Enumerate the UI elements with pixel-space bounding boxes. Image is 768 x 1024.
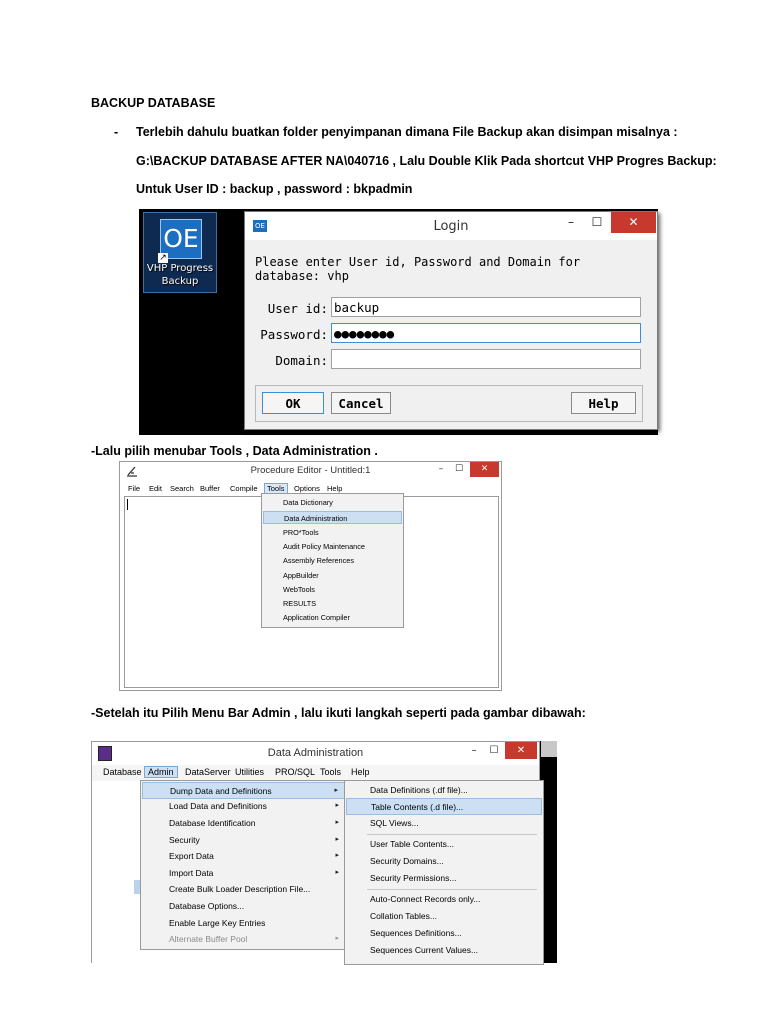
menu-item-label: Alternate Buffer Pool — [169, 934, 248, 944]
menu-item-label: Dump Data and Definitions — [170, 786, 272, 796]
vhp-progress-backup-shortcut[interactable] — [143, 212, 217, 293]
close-button[interactable]: ✕ — [505, 742, 537, 759]
login-dialog — [244, 211, 658, 430]
menu-edit[interactable]: Edit — [149, 484, 162, 493]
submenu-item-user-table-contents[interactable]: User Table Contents... — [370, 839, 454, 849]
menu-item-export-data[interactable] — [142, 848, 345, 865]
login-titlebar — [245, 212, 657, 240]
menu-item-import-data[interactable] — [142, 865, 345, 882]
procedure-editor-title: Procedure Editor - Untitled:1 — [250, 465, 371, 476]
maximize-button[interactable]: ☐ — [591, 215, 603, 229]
login-title: Login — [433, 219, 469, 234]
menu-item-appbuilder[interactable]: AppBuilder — [283, 571, 319, 580]
menu-help[interactable]: Help — [327, 484, 343, 493]
menu-options[interactable]: Options — [294, 484, 320, 493]
menu-pro-sql[interactable]: PRO/SQL — [275, 767, 316, 777]
data-administration-titlebar — [92, 742, 539, 764]
shortcut-label — [144, 262, 216, 288]
menu-admin[interactable]: Admin — [144, 766, 178, 778]
instruction-path: G:\BACKUP DATABASE AFTER NA\040716 , Lalu Double Klik Pada shortcut VHP Progres Backup: — [136, 154, 717, 168]
menu-item-bulk-loader[interactable]: Create Bulk Loader Description File... — [169, 884, 311, 894]
submenu-item-data-definitions[interactable]: Data Definitions (.df file)... — [370, 785, 468, 795]
shortcut-arrow-icon: ↗ — [159, 253, 167, 263]
dump-submenu — [344, 780, 544, 965]
menu-item-data-administration[interactable]: Data Administration — [263, 511, 402, 524]
bullet-marker: - — [114, 125, 119, 139]
instruction-folder: Terlebih dahulu buatkan folder penyimpanan dimana File Backup akan disimpan misalnya : — [136, 125, 678, 139]
submenu-item-table-contents[interactable]: Table Contents (.d file)... — [346, 798, 542, 815]
menu-item-application-compiler[interactable]: Application Compiler — [283, 613, 350, 622]
submenu-arrow-icon: ▸ — [335, 935, 339, 942]
submenu-arrow-icon: ▸ — [335, 836, 339, 843]
login-prompt-line1: Please enter User id, Password and Domain for — [255, 255, 581, 269]
menu-search[interactable]: Search — [170, 484, 194, 493]
cancel-button[interactable]: Cancel — [331, 392, 391, 414]
menu-item-load-data[interactable] — [142, 798, 345, 815]
menu-utilities[interactable]: Utilities — [235, 767, 265, 777]
menu-item-data-dictionary[interactable]: Data Dictionary — [283, 498, 333, 507]
openedge-app-icon: OE — [253, 220, 267, 232]
menu-buffer[interactable]: Buffer — [200, 484, 220, 493]
menu-separator — [367, 834, 537, 835]
userid-label: User id: — [267, 301, 328, 316]
submenu-item-sequences-current-values[interactable]: Sequences Current Values... — [370, 945, 479, 955]
menu-item-audit-policy[interactable]: Audit Policy Maintenance — [283, 542, 365, 551]
login-prompt-line2: database: vhp — [255, 269, 349, 283]
tools-dropdown-menu — [261, 493, 404, 628]
menu-item-database-options[interactable]: Database Options... — [169, 901, 245, 911]
domain-label: Domain: — [275, 353, 328, 368]
userid-field[interactable]: backup — [331, 297, 641, 317]
help-button[interactable]: Help — [571, 392, 636, 414]
menu-tools[interactable]: Tools — [320, 767, 342, 777]
close-button[interactable]: ✕ — [611, 212, 656, 233]
data-administration-menubar — [92, 765, 539, 781]
menu-item-label: Database Identification — [169, 818, 256, 828]
menu-database[interactable]: Database — [103, 767, 142, 777]
menu-item-label: Security — [169, 835, 200, 845]
menu-item-dump-data[interactable] — [142, 782, 345, 799]
doc-heading: BACKUP DATABASE — [91, 96, 216, 110]
submenu-arrow-icon: ▸ — [335, 802, 339, 809]
menu-tools[interactable]: Tools — [264, 483, 288, 494]
menu-item-label: Import Data — [169, 868, 214, 878]
menu-file[interactable]: File — [128, 484, 141, 493]
instruction-admin: -Setelah itu Pilih Menu Bar Admin , lalu ikuti langkah seperti pada gambar dibawah: — [91, 706, 586, 720]
procedure-editor-titlebar — [120, 462, 501, 480]
submenu-item-security-domains[interactable]: Security Domains... — [370, 856, 444, 866]
shortcut-label-line1: VHP Progress — [146, 263, 214, 274]
minimize-button[interactable]: – — [471, 745, 477, 756]
instruction-credentials: Untuk User ID : backup , password : bkpadmin — [136, 182, 413, 196]
login-prompt — [255, 255, 580, 283]
menu-item-assembly-references[interactable]: Assembly References — [283, 556, 354, 565]
domain-field[interactable] — [331, 349, 641, 369]
password-field[interactable]: ●●●●●●●● — [331, 323, 641, 343]
admin-dropdown-menu — [140, 780, 347, 950]
background-window-edge — [541, 741, 557, 757]
password-label: Password: — [260, 327, 328, 342]
submenu-arrow-icon: ▸ — [335, 852, 339, 859]
menu-help[interactable]: Help — [351, 767, 370, 777]
ok-button[interactable]: OK — [262, 392, 324, 414]
submenu-item-security-permissions[interactable]: Security Permissions... — [370, 873, 457, 883]
menu-item-label: Load Data and Definitions — [169, 801, 267, 811]
submenu-item-collation-tables[interactable]: Collation Tables... — [370, 911, 437, 921]
menu-item-security[interactable] — [142, 832, 345, 849]
submenu-item-sql-views[interactable]: SQL Views... — [370, 818, 419, 828]
submenu-item-auto-connect[interactable]: Auto-Connect Records only... — [370, 894, 481, 904]
menu-dataserver[interactable]: DataServer — [185, 767, 231, 777]
menu-item-alternate-buffer-pool — [142, 931, 345, 948]
menu-item-database-identification[interactable] — [142, 815, 345, 832]
submenu-arrow-icon: ▸ — [334, 787, 338, 794]
menu-item-large-key-entries[interactable]: Enable Large Key Entries — [169, 918, 266, 928]
text-cursor — [127, 499, 128, 510]
menu-item-pro-tools[interactable]: PRO*Tools — [283, 528, 319, 537]
openedge-icon: OE — [160, 219, 202, 259]
menu-item-webtools[interactable]: WebTools — [283, 585, 315, 594]
shortcut-label-line2: Backup — [161, 276, 199, 287]
menu-compile[interactable]: Compile — [230, 484, 258, 493]
data-administration-title: Data Administration — [267, 747, 364, 759]
submenu-item-sequences-definitions[interactable]: Sequences Definitions... — [370, 928, 462, 938]
close-button[interactable]: ✕ — [470, 462, 499, 477]
minimize-button[interactable]: – — [568, 215, 574, 229]
menu-item-results[interactable]: RESULTS — [283, 599, 317, 608]
submenu-arrow-icon: ▸ — [335, 819, 339, 826]
minimize-button[interactable]: – — [438, 464, 444, 474]
instruction-tools: -Lalu pilih menubar Tools , Data Administration . — [91, 444, 378, 458]
submenu-arrow-icon: ▸ — [335, 869, 339, 876]
menu-item-label: Export Data — [169, 851, 214, 861]
maximize-button[interactable]: ☐ — [489, 745, 499, 756]
menu-separator — [367, 889, 537, 890]
login-button-row — [255, 385, 643, 422]
maximize-button[interactable]: ☐ — [454, 464, 464, 474]
